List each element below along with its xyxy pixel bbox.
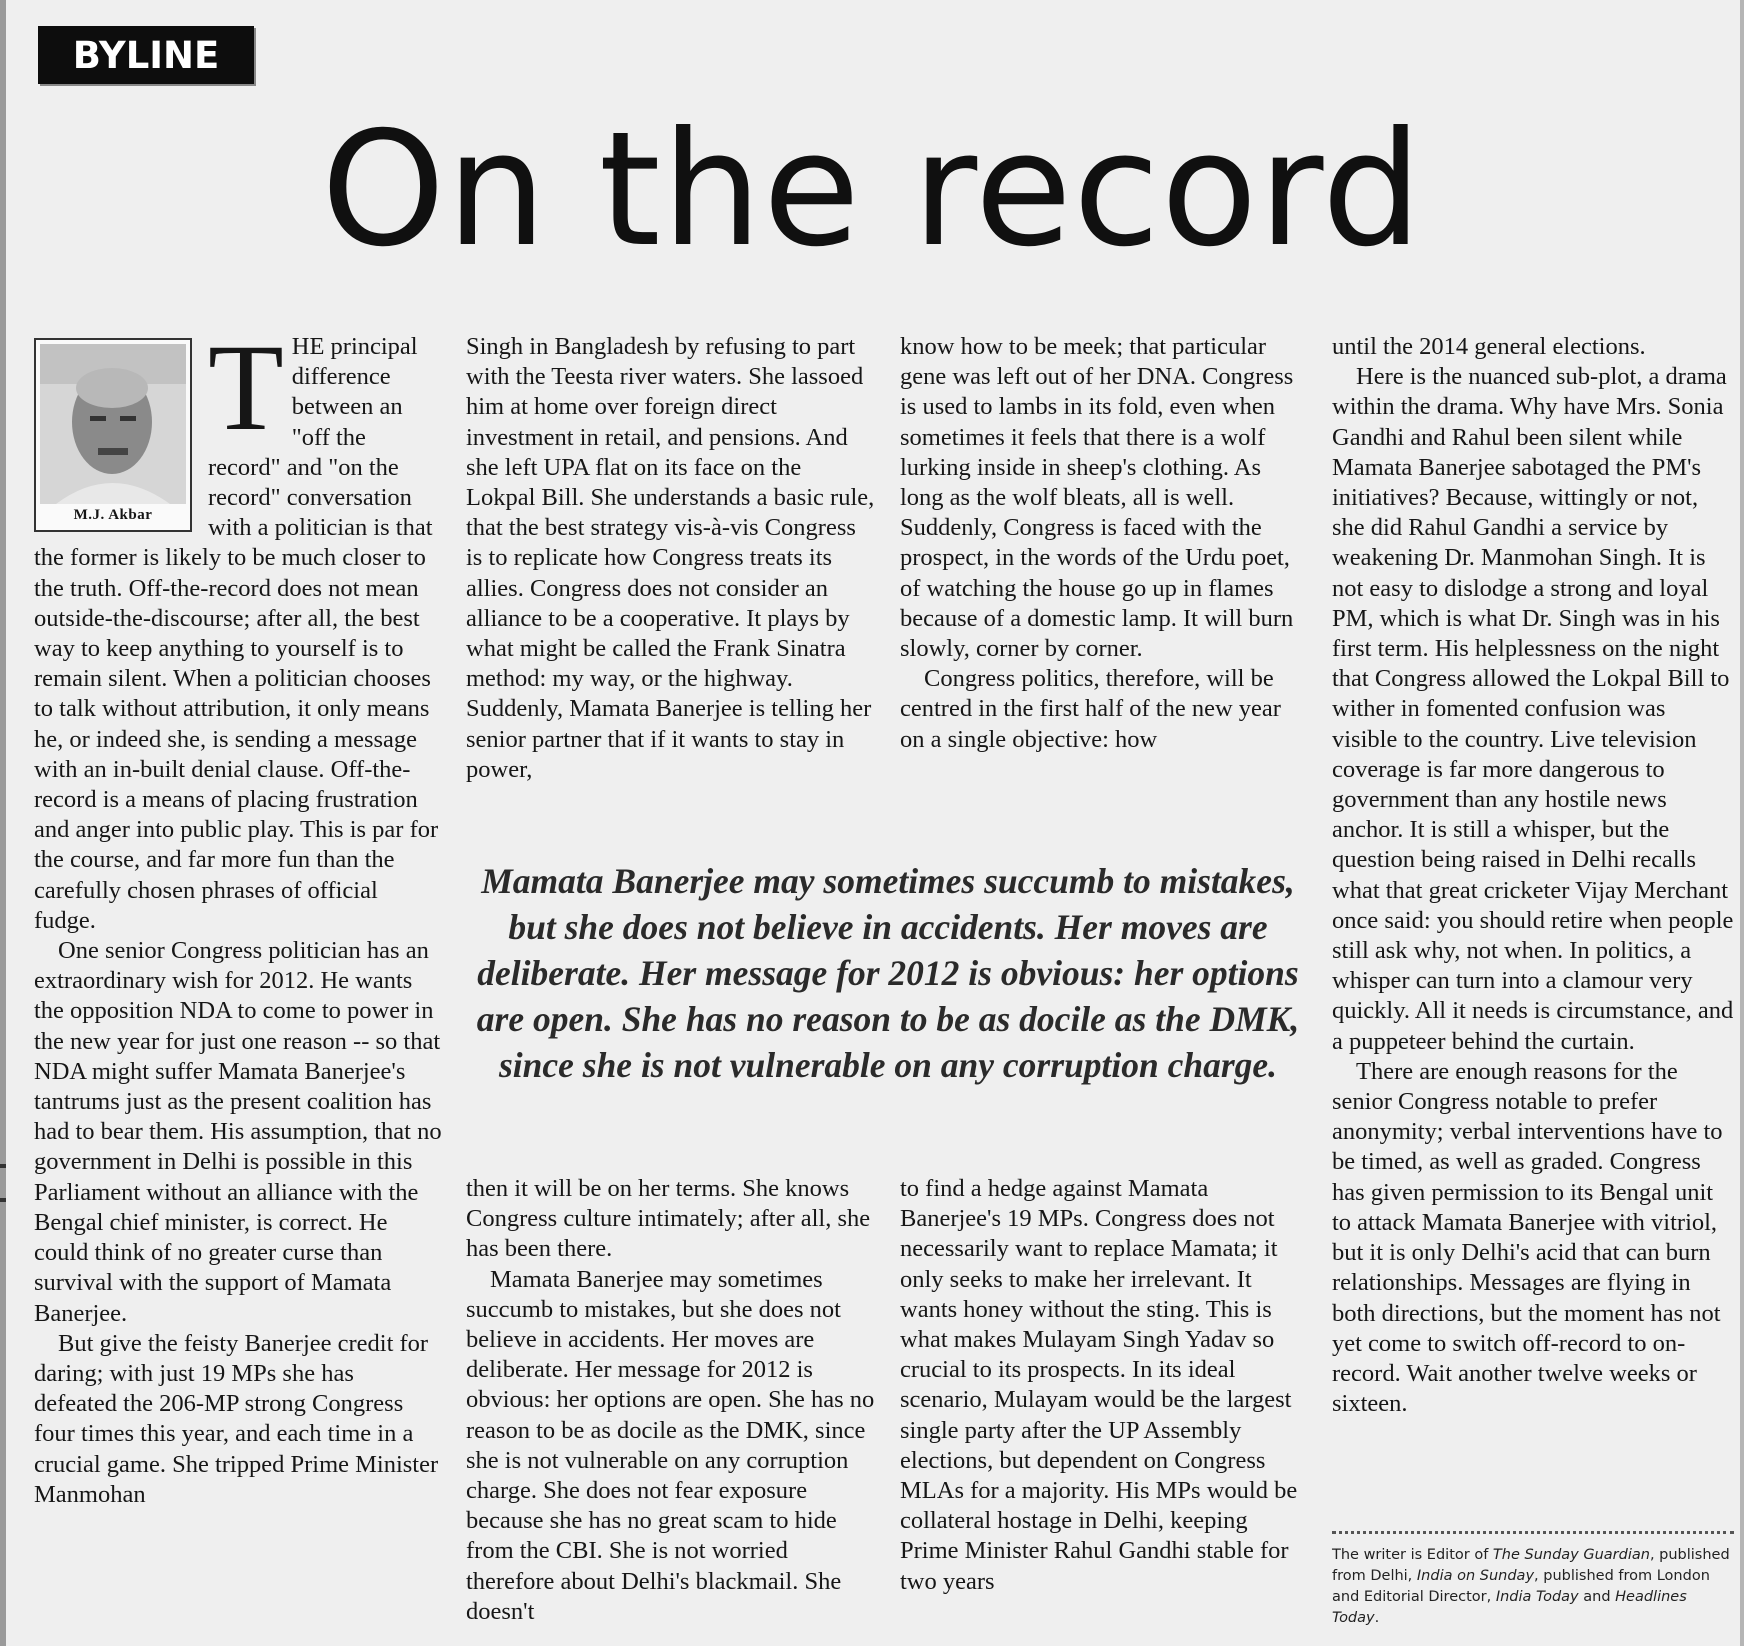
dotted-divider: [1332, 1531, 1734, 1534]
paragraph: then it will be on her terms. She knows Congress culture intimately; after all, she has been there.: [466, 1175, 871, 1263]
paragraph: HE principal difference between an "off the record" and "on the record" conversation with a politician is that the former is likely to be much closer to the truth. Off-the-record does not mean outside-the-discourse; after all, the best way to keep anything to yourself is to remain silent. When a politician chooses to talk without attribution, it only means he, or indeed she, is sending a message with an in-built denial clause. Off-the-record is a means of placing frustration and anger into public play. This is par for the course, and far more fun than the carefully chosen phrases of official fudge.: [34, 333, 439, 934]
author-photo: [40, 344, 186, 504]
column-4: [1332, 332, 1736, 1522]
author-note-publication: India on Sunday: [1416, 1568, 1535, 1584]
section-label: BYLINE: [38, 26, 254, 84]
column-3-bottom: [900, 1174, 1310, 1646]
pull-quote: Mamata Banerjee may sometimes succumb to mistakes, but she does not believe in accidents. Her moves are deliberate. Her message for 2012 is obvious: her options are open. She has no reason to be as docile as the DMK, since she is not vulnerable on any corruption charge.: [476, 861, 1300, 1085]
author-note-text: , published from Delhi,: [1332, 1547, 1730, 1584]
paragraph: There are enough reasons for the senior Congress notable to prefer anonymity; verbal interventions have to be timed, as well as graded. Congress has given permission to its Bengal unit to attack Mamata Banerjee with vitriol, but it is only Delhi's acid that can burn relationships. Messages are flying in both directions, but the moment has not yet come to switch off-record to on-record. Wait another twelve weeks or sixteen.: [1332, 1057, 1723, 1418]
column-1: [34, 332, 442, 1646]
paragraph: to find a hedge against Mamata Banerjee's 19 MPs. Congress does not necessarily want to replace Mamata; it only seeks to make her irrelevant. It wants honey without the sting. This is what makes Mulayam Singh Yadav so crucial to its prospects. In its ideal scenario, Mulayam would be the largest single party after the UP Assembly elections, but dependent on Congress MLAs for a majority. His MPs would be collateral hostage in Delhi, keeping Prime Minister Rahul Gandhi stable for two years: [900, 1175, 1298, 1595]
paragraph: Mamata Banerjee may sometimes succumb to mistakes, but she does not believe in accidents. Her moves are deliberate. Her message for 2012 is obvious: her options are open. She has no reason to be as docile as the DMK, since she is not vulnerable on any corruption charge. She does not fear exposure because she has no great scam to hide from the CBI. She is not worried therefore about Delhi's blackmail. She doesn't: [466, 1265, 875, 1625]
paragraph: Here is the nuanced sub-plot, a drama within the drama. Why have Mrs. Sonia Gandhi and Rahul been silent while Mamata Banerjee sabotaged the PM's initiatives? Because, wittingly or not, she did Rahul Gandhi a service by weakening Dr. Manmohan Singh. It is not easy to dislodge a strong and loyal PM, which is what Dr. Singh was in his first term. His helplessness on the night that Congress allowed the Lokpal Bill to wither in fomented confusion was visible to the country. Live television coverage is far more dangerous to government than any hostile news anchor. It is still a whisper, but the question being raised in Delhi recalls what that great cricketer Vijay Merchant once said: you should retire when people still ask why, not when. In politics, a whisper can turn into a clamour very quickly. All it needs is circumstance, and a puppeteer behind the curtain.: [1332, 363, 1734, 1055]
author-caption: M.J. Akbar: [73, 507, 153, 523]
author-note-publication: India Today: [1495, 1589, 1579, 1605]
paragraph: until the 2014 general elections.: [1332, 333, 1646, 360]
paragraph: One senior Congress politician has an extraordinary wish for 2012. He wants the opposition NDA to come to power in the new year for just one reason -- so that NDA might suffer Mamata Banerjee's tantrums just as the present coalition has had to bear them. His assumption, that no government in Delhi is possible in this Parliament without an alliance with the Bengal chief minister, is correct. He could think of no greater curse than survival with the support of Mamata Banerjee.: [34, 937, 442, 1327]
headline: On the record: [321, 98, 1423, 282]
margin-tick: [0, 1198, 6, 1202]
column-2-top: [466, 332, 876, 822]
author-note-text: The writer is Editor of: [1332, 1547, 1493, 1563]
paragraph: Singh in Bangladesh by refusing to part with the Teesta river waters. She lassoed him at home over foreign direct investment in retail, and pensions. And she left UPA flat on its face on the Lokpal Bill. She understands a basic rule, that the best strategy vis-à-vis Congress is to replicate how Congress treats its allies. Congress does not consider an alliance to be a cooperative. It plays by what might be called the Frank Sinatra method: my way, or the highway. Suddenly, Mamata Banerjee is telling her senior partner that if it wants to stay in power,: [466, 333, 875, 783]
paragraph: But give the feisty Banerjee credit for daring; with just 19 MPs she has defeated the 206-MP strong Congress four times this year, and each time in a crucial game. She tripped Prime Minister Manmohan: [34, 1329, 439, 1508]
paragraph: Congress politics, therefore, will be centred in the first half of the new year on a single objective: how: [900, 665, 1281, 753]
margin-tick: [0, 1164, 6, 1168]
author-note-publication: The Sunday Guardian: [1492, 1547, 1650, 1563]
column-3-top: [900, 332, 1310, 822]
drop-cap: T: [208, 332, 284, 456]
author-note-publication: Headlines Today: [1332, 1589, 1687, 1626]
author-note-text: .: [1374, 1610, 1380, 1626]
author-note-text: and: [1578, 1589, 1616, 1605]
author-photo-box: [34, 338, 192, 532]
author-note-text: , published from London and Editorial Director,: [1332, 1568, 1710, 1605]
author-portrait-image: [40, 344, 186, 504]
author-note: [1332, 1545, 1736, 1629]
column-2-bottom: [466, 1174, 876, 1646]
paragraph: know how to be meek; that particular gene was left out of her DNA. Congress is used to lambs in its fold, even when sometimes it feels that there is a wolf lurking inside in sheep's clothing. As long as the wolf bleats, all is well. Suddenly, Congress is faced with the prospect, in the words of the Urdu poet, of watching the house go up in flames because of a domestic lamp. It will burn slowly, corner by corner.: [900, 333, 1294, 663]
